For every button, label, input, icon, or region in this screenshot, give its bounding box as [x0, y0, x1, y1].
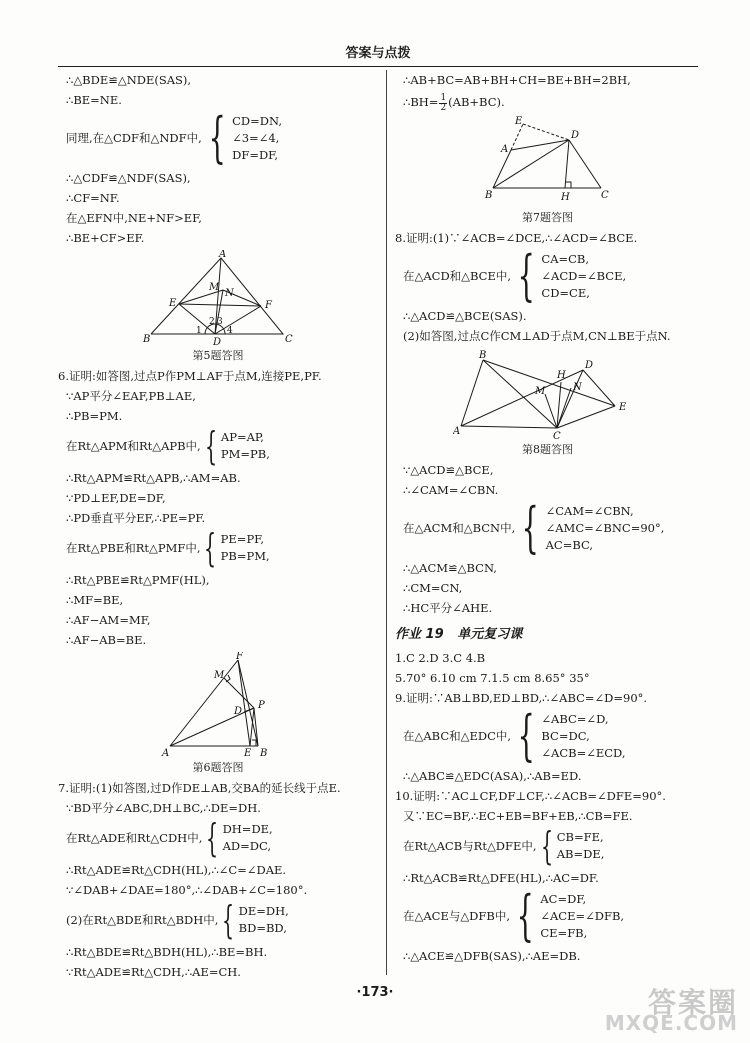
system-item: CD=CE,	[541, 285, 590, 300]
system-item: BC=DC,	[541, 728, 590, 743]
fig6-label: P	[258, 700, 265, 711]
figure-caption: 第5题答图	[192, 349, 244, 362]
text-line	[395, 90, 700, 114]
fig6-label: A	[162, 748, 170, 758]
left-column	[58, 70, 378, 982]
equation-system	[66, 898, 378, 942]
brace: {	[517, 704, 535, 767]
text-line: 7.证明:(1)如答图,过D作DE⊥AB,交BA的延长线于点E.	[58, 781, 341, 795]
brace: {	[206, 816, 219, 860]
text-line: ∴Rt△ACB≌Rt△DFE(HL),∴AC=DF.	[403, 871, 599, 885]
system-item: ∠ABC=∠D,	[541, 711, 609, 726]
figure-caption: 第7题答图	[522, 211, 573, 224]
fig5-label: F	[265, 300, 272, 311]
system-intro: (2)在Rt△BDE和Rt△BDH中,	[66, 913, 219, 927]
text-line: ∴∠CAM=∠CBN.	[403, 483, 499, 497]
text-line: ∴Rt△BDE≌Rt△BDH(HL),∴BE=BH.	[66, 945, 268, 959]
system-intro: 在Rt△PBE和Rt△PMF中,	[66, 541, 201, 555]
column-divider	[386, 70, 387, 975]
brace: {	[521, 496, 540, 559]
text-line: ∵BD平分∠ABC,DH⊥BC,∴DE=DH.	[66, 801, 261, 815]
system-item: AC=DF,	[540, 891, 587, 906]
fig5-angle-label: 3	[217, 317, 223, 327]
system-item: ∠3=∠4,	[232, 130, 280, 145]
text-line: ∴△BDE≌△NDE(SAS),	[66, 73, 192, 87]
watermark-url: MXQE.COM	[604, 1011, 738, 1035]
system-item: DH=DE,	[222, 822, 273, 836]
text-line: ∴△ACD≌△BCE(SAS).	[403, 309, 527, 323]
fig5-label: E	[169, 298, 177, 309]
fraction-denominator: 2	[440, 102, 447, 113]
system-item: DF=DF,	[232, 147, 279, 162]
text-line: ∴Rt△PBE≌Rt△PMF(HL),	[66, 573, 210, 587]
text-line: ∵PD⊥EF,DE=DF,	[66, 491, 166, 505]
fig8-label: E	[618, 402, 626, 413]
fig5-label: D	[213, 337, 222, 346]
system-item: PB=PM,	[220, 549, 270, 563]
equation-system	[66, 106, 378, 169]
fig5-angle-label: 4	[227, 326, 233, 336]
system-item: CE=FB,	[540, 925, 588, 940]
text-line: ∴△ACE≌△DFB(SAS),∴AE=DB.	[403, 949, 581, 963]
section-heading	[395, 622, 700, 648]
system-intro: 在△ACM和△BCN中,	[403, 521, 516, 535]
system-item: ∠AMC=∠BNC=90°,	[545, 520, 665, 535]
fig5-label: N	[225, 288, 234, 299]
system-item: AD=DC,	[222, 839, 271, 853]
fig8-label: H	[556, 370, 566, 381]
system-intro: 在Rt△ACB与Rt△DFE中,	[403, 839, 537, 853]
brace: {	[540, 824, 553, 868]
system-intro: 在△ABC和△EDC中,	[403, 729, 512, 743]
text-line: ∴CM=CN,	[403, 581, 463, 595]
watermark	[588, 981, 738, 1035]
brace: {	[222, 898, 235, 942]
section-label: 作业 19	[395, 627, 444, 642]
fig5-label: B	[143, 334, 151, 345]
system-item: BD=BD,	[238, 921, 287, 935]
fig6-label: E	[244, 748, 252, 758]
text-line: ∴Rt△APM≌Rt△APB,∴AM=AB.	[66, 471, 241, 485]
brace: {	[204, 526, 217, 570]
text-line: ∴MF=BE,	[66, 593, 124, 607]
system-item: CD=DN,	[232, 113, 282, 128]
system-item: ∠ACE=∠DFB,	[540, 908, 625, 923]
brace: {	[208, 106, 226, 169]
system-item: CB=FE,	[556, 830, 604, 844]
equation-system	[66, 816, 378, 860]
text-line: ∴CF=NF.	[66, 191, 120, 205]
fig7-label: B	[484, 190, 492, 201]
fig5-angle-label: 2	[209, 317, 215, 327]
figure-6	[158, 652, 278, 758]
text-line: 8.证明:(1)∵∠ACB=∠DCE,∴∠ACD=∠BCE.	[395, 231, 638, 245]
section-title: 单元复习课	[457, 627, 523, 642]
formula-suffix: (AB+BC).	[448, 95, 505, 109]
fig5-angle-label: 1	[196, 326, 202, 336]
equation-system	[403, 704, 700, 767]
equation-system	[403, 824, 700, 868]
text-line: ∴PB=PM.	[66, 409, 123, 423]
text-line: ∵Rt△ADE≌Rt△CDH,∴AE=CH.	[66, 965, 241, 979]
system-item: DE=DH,	[238, 904, 289, 918]
text-line: 又∵EC=BF,∴EC+EB=BF+EB,∴CB=FE.	[403, 809, 633, 823]
right-column	[395, 70, 700, 966]
text-line: ∴Rt△ADE≌Rt△CDH(HL),∴∠C=∠DAE.	[66, 863, 287, 877]
fig6-label: D	[234, 706, 243, 717]
text-line: 10.证明:∵AC⊥CF,DF⊥CF,∴∠ACB=∠DFE=90°.	[395, 789, 666, 803]
fig8-label: D	[584, 360, 593, 371]
system-item: PE=PF,	[220, 532, 265, 546]
text-line: 6.证明:如答图,过点P作PM⊥AF于点M,连接PE,PF.	[58, 369, 322, 383]
page-header: 答案与点拨	[58, 42, 698, 67]
text-line: ∵AP平分∠EAF,PB⊥AE,	[66, 389, 196, 403]
figure-8	[453, 348, 643, 440]
equation-system	[403, 244, 700, 307]
fig8-label: M	[534, 386, 545, 397]
fig7-label: D	[570, 130, 579, 141]
formula-prefix: ∴BH=	[403, 95, 439, 109]
brace: {	[516, 884, 534, 947]
text-line: ∴BE+CF>EF.	[66, 231, 145, 245]
system-item: ∠ACB=∠ECD,	[541, 745, 626, 760]
fig8-label: B	[478, 350, 486, 361]
text-line: ∴AF−AM=MF,	[66, 613, 151, 627]
system-intro: 在Rt△APM和Rt△APB中,	[66, 439, 201, 453]
text-line: ∴AF−AB=BE.	[66, 633, 147, 647]
text-line: ∴△ACM≌△BCN,	[403, 561, 497, 575]
system-item: ∠CAM=∠CBN,	[545, 503, 634, 518]
fig8-label: A	[452, 426, 460, 437]
text-line: ∴△CDF≌△NDF(SAS),	[66, 171, 191, 185]
fig8-label: C	[552, 431, 561, 440]
system-item: AB=DE,	[556, 847, 605, 861]
fig6-label: M	[214, 670, 225, 681]
system-item: AP=AP,	[220, 430, 264, 444]
text-line: 9.证明:∵AB⊥BD,ED⊥BD,∴∠ABC=∠D=90°.	[395, 691, 648, 705]
fig5-label: A	[219, 250, 227, 260]
figure-5	[143, 250, 293, 346]
fig7-label: C	[600, 190, 609, 201]
system-item: ∠ACD=∠BCE,	[541, 268, 627, 283]
figure-7	[483, 116, 613, 208]
system-item: AC=BC,	[545, 537, 594, 552]
fig7-label: E	[514, 116, 522, 127]
fig7-label: A	[500, 144, 508, 155]
fig8-label: N	[572, 382, 582, 393]
text-line: ∵△ACD≌△BCE,	[403, 463, 494, 477]
fraction-numerator: 1	[440, 92, 447, 103]
fig7-label: H	[560, 192, 570, 203]
equation-system	[66, 526, 378, 570]
text-line: ∴△ABC≌△EDC(ASA),∴AB=ED.	[403, 769, 582, 783]
fig5-label: M	[209, 282, 220, 293]
answer-line: 5.70° 6.10 cm 7.1.5 cm 8.65° 35°	[395, 671, 590, 685]
system-intro: 在△ACD和△BCE中,	[403, 269, 512, 283]
fraction-half	[439, 94, 447, 113]
figure-caption: 第8题答图	[522, 443, 573, 456]
figure-caption: 第6题答图	[192, 761, 244, 774]
fig5-label: C	[285, 334, 293, 345]
system-intro: 在△ACE与△DFB中,	[403, 909, 510, 923]
system-item: PM=PB,	[220, 447, 270, 461]
text-line: ∴HC平分∠AHE.	[403, 601, 493, 615]
text-line: ∴PD垂直平分EF,∴PE=PF.	[66, 511, 206, 525]
watermark-logo: 答案圈	[647, 986, 738, 1019]
system-item: CA=CB,	[541, 251, 590, 266]
equation-system	[403, 496, 700, 559]
fig6-label: F	[236, 652, 243, 662]
text-line: ∴AB+BC=AB+BH+CH=BE+BH=2BH,	[403, 73, 631, 87]
system-intro: 在Rt△ADE和Rt△CDH中,	[66, 831, 203, 845]
brace: {	[517, 244, 535, 307]
fig6-label: B	[260, 748, 268, 758]
page-number: ·173·	[356, 985, 394, 1000]
equation-system	[403, 884, 700, 947]
system-intro: 同理,在△CDF和△NDF中,	[66, 131, 202, 145]
equation-system	[66, 424, 378, 468]
text-line: 在△EFN中,NE+NF>EF,	[66, 211, 202, 225]
text-line: (2)如答图,过点C作CM⊥AD于点M,CN⊥BE于点N.	[403, 329, 671, 343]
brace: {	[204, 424, 217, 468]
text-line: ∴BE=NE.	[66, 93, 122, 107]
answer-line: 1.C 2.D 3.C 4.B	[395, 651, 486, 665]
text-line: ∵∠DAB+∠DAE=180°,∴∠DAB+∠C=180°.	[66, 883, 308, 897]
